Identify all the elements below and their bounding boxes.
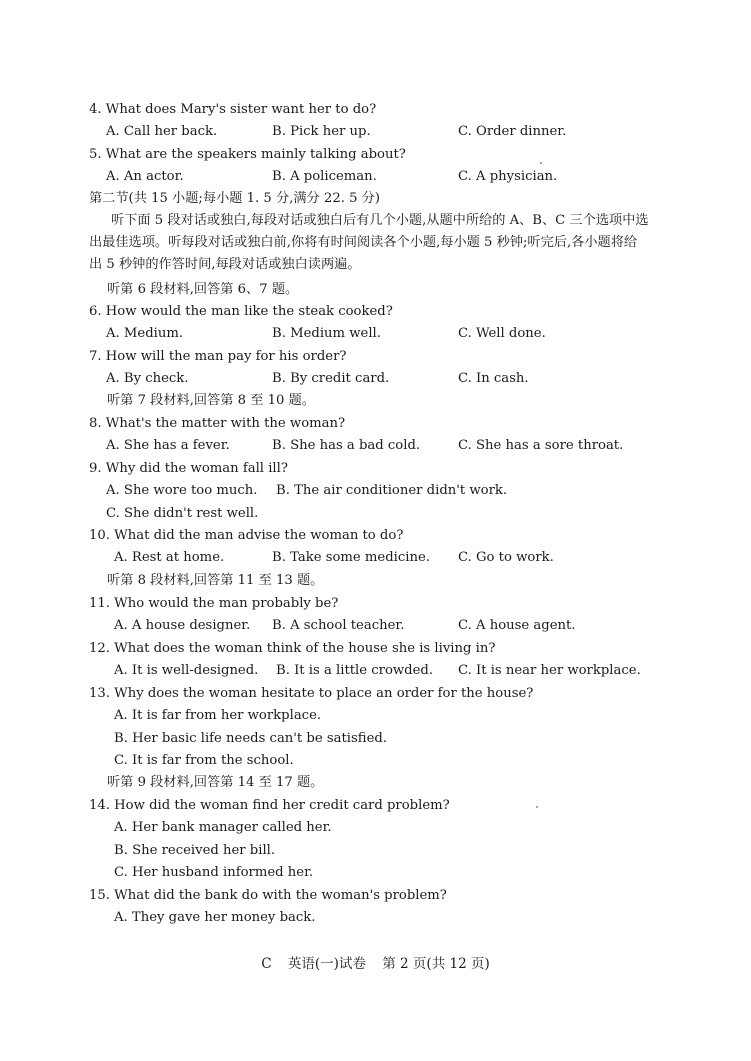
question-13-stem: 13. Why does the woman hesitate to place an order for the house? (89, 686, 534, 701)
question-10-stem: 10. What did the man advise the woman to do? (89, 528, 404, 543)
question-6-option-b: B. Medium well. (272, 326, 381, 341)
scan-speck (540, 162, 542, 164)
material-8-heading: 听第 8 段材料,回答第 11 至 13 题。 (107, 573, 324, 588)
scan-speck (536, 806, 538, 808)
question-7-option-b: B. By credit card. (272, 371, 390, 386)
material-9-heading: 听第 9 段材料,回答第 14 至 17 题。 (107, 775, 324, 790)
question-5-option-c: C. A physician. (458, 169, 558, 184)
footer-page-number: 第 2 页(共 12 页) (382, 956, 490, 972)
section-instructions: 听下面 5 段对话或独白,每段对话或独白后有几个小题,从题中所给的 A、B、C 三个选项中选出最佳选项。听每段对话或独白前,你将有时间阅读各个小题,每小题 5 秒钟;听完后,各小题将给出 5 秒钟的作答时间,每段对话或独白读两遍。 (89, 213, 649, 272)
question-9-stem: 9. Why did the woman fall ill? (89, 461, 288, 476)
question-14-stem: 14. How did the woman find her credit card problem? (89, 798, 450, 813)
question-13-option-a: A. It is far from her workplace. (114, 708, 322, 723)
material-6-heading: 听第 6 段材料,回答第 6、7 题。 (107, 282, 299, 297)
section-title: 第二节(共 15 小题;每小题 1. 5 分,满分 22. 5 分) (89, 191, 381, 206)
question-15-option-a: A. They gave her money back. (114, 910, 316, 925)
question-8-option-c: C. She has a sore throat. (458, 438, 624, 453)
question-12-option-a: A. It is well-designed. (114, 663, 259, 678)
question-4-option-c: C. Order dinner. (458, 124, 567, 139)
question-9-option-c: C. She didn't rest well. (106, 506, 259, 521)
question-12-stem: 12. What does the woman think of the house she is living in? (89, 641, 496, 656)
footer-version: C (261, 956, 272, 972)
question-7-option-c: C. In cash. (458, 371, 529, 386)
question-15-stem: 15. What did the bank do with the woman's problem? (89, 888, 447, 903)
question-10-option-b: B. Take some medicine. (272, 550, 430, 565)
question-8-option-a: A. She has a fever. (106, 438, 230, 453)
question-4-stem: 4. What does Mary's sister want her to do? (89, 102, 377, 117)
question-9-option-b: B. The air conditioner didn't work. (276, 483, 508, 498)
question-11-option-a: A. A house designer. (114, 618, 251, 633)
question-13-option-c: C. It is far from the school. (114, 753, 294, 768)
question-9-option-a: A. She wore too much. (106, 483, 258, 498)
question-7-stem: 7. How will the man pay for his order? (89, 349, 347, 364)
question-6-option-c: C. Well done. (458, 326, 546, 341)
question-5-option-b: B. A policeman. (272, 169, 377, 184)
question-10-option-a: A. Rest at home. (114, 550, 225, 565)
question-10-option-c: C. Go to work. (458, 550, 554, 565)
question-11-option-c: C. A house agent. (458, 618, 576, 633)
question-11-stem: 11. Who would the man probably be? (89, 596, 339, 611)
question-12-option-b: B. It is a little crowded. (276, 663, 434, 678)
question-13-option-b: B. Her basic life needs can't be satisfied. (114, 731, 388, 746)
question-8-option-b: B. She has a bad cold. (272, 438, 421, 453)
question-5-stem: 5. What are the speakers mainly talking about? (89, 147, 406, 162)
footer-title: 英语(一)试卷 (287, 956, 366, 972)
question-5-option-a: A. An actor. (106, 169, 184, 184)
question-6-stem: 6. How would the man like the steak cooked? (89, 304, 393, 319)
question-11-option-b: B. A school teacher. (272, 618, 405, 633)
question-4-option-a: A. Call her back. (106, 124, 218, 139)
page-footer (0, 952, 751, 972)
material-7-heading: 听第 7 段材料,回答第 8 至 10 题。 (107, 393, 315, 408)
question-6-option-a: A. Medium. (106, 326, 184, 341)
question-14-option-c: C. Her husband informed her. (114, 865, 314, 880)
question-7-option-a: A. By check. (106, 371, 189, 386)
question-14-option-a: A. Her bank manager called her. (114, 820, 332, 835)
question-4-option-b: B. Pick her up. (272, 124, 371, 139)
question-14-option-b: B. She received her bill. (114, 843, 276, 858)
question-12-option-c: C. It is near her workplace. (458, 663, 641, 678)
question-8-stem: 8. What's the matter with the woman? (89, 416, 346, 431)
